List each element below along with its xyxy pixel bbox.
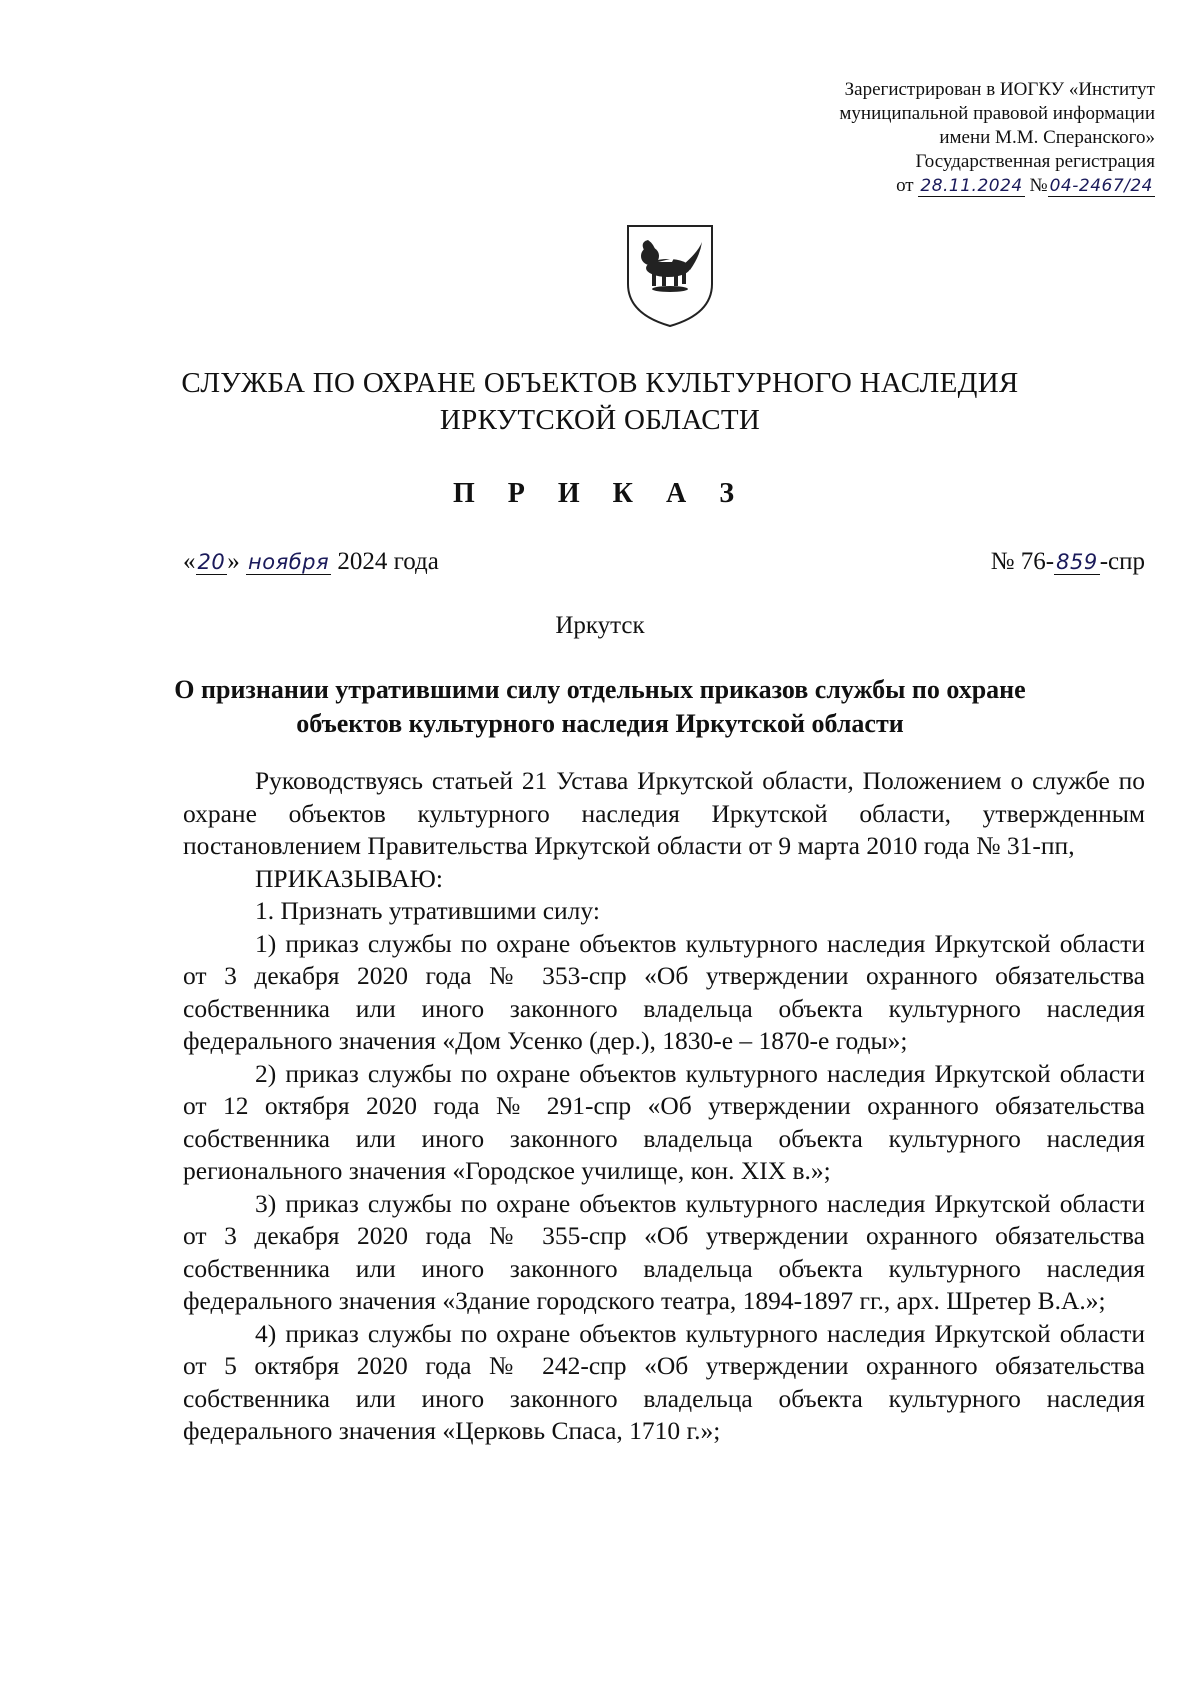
- order-word: ПРИКАЗЫВАЮ:: [255, 863, 443, 893]
- title-line-2: объектов культурного наследия Иркутской области: [296, 709, 904, 738]
- item-1-heading: 1. Признать утратившими силу:: [255, 896, 600, 925]
- registration-number-line: [635, 174, 1155, 198]
- date-day: 20: [197, 550, 226, 574]
- agency-name-line-1: СЛУЖБА ПО ОХРАНЕ ОБЪЕКТОВ КУЛЬТУРНОГО НАСЛЕДИЯ: [181, 367, 1019, 399]
- registration-number-label: №: [1029, 175, 1048, 196]
- date-number-row: [183, 548, 1145, 582]
- registration-line-2: муниципальной правовой информации: [839, 103, 1155, 124]
- order-number-handwritten: 859: [1056, 550, 1098, 574]
- registration-line-3: имени М.М. Сперанского»: [939, 127, 1155, 148]
- registration-line-4: Государственная регистрация: [915, 151, 1155, 172]
- order-number-suffix: -спр: [1099, 548, 1145, 575]
- irkutsk-coat-of-arms-icon: [624, 222, 716, 328]
- document-body: [183, 765, 1145, 1448]
- registration-date: 28.11.2024: [920, 176, 1023, 196]
- registration-line-1: Зарегистрирован в ИОГКУ «Институт: [844, 79, 1155, 100]
- order-number-prefix: № 76-: [990, 548, 1055, 575]
- preamble-paragraph: Руководствуясь статьей 21 Устава Иркутской области, Положением о службе по охране объектов культурного наследия Иркутской области, утвержденным постановлением Правительства Иркутской области от 9 марта 2010 года № 31-пп,: [183, 766, 1145, 860]
- registration-from-label: от: [896, 175, 914, 196]
- order-number: [991, 548, 1145, 576]
- subitem-paragraph: 3) приказ службы по охране объектов культурного наследия Иркутской области от 3 декабря 2020 года № 355-спр «Об утверждении охранного обязательства собственника или иного законного владельца объекта культурного наследия федерального значения «Здание городского театра, 1894-1897 гг., арх. Шретер В.А.»;: [183, 1188, 1145, 1315]
- subitem-paragraph: 2) приказ службы по охране объектов культурного наследия Иркутской области от 12 октября 2020 года № 291-спр «Об утверждении охранного обязательства собственника или иного законного владельца объекта культурного наследия регионального значения «Городское училище, кон. XIX в.»;: [183, 1058, 1145, 1185]
- subitem-paragraph: 4) приказ службы по охране объектов культурного наследия Иркутской области от 5 октября 2020 года № 242-спр «Об утверждении охранного обязательства собственника или иного законного владельца объекта культурного наследия федерального значения «Церковь Спаса, 1710 г.»;: [183, 1318, 1145, 1445]
- subitem-paragraph: 1) приказ службы по охране объектов культурного наследия Иркутской области от 3 декабря 2020 года № 353-спр «Об утверждении охранного обязательства собственника или иного законного владельца объекта культурного наследия федерального значения «Дом Усенко (дер.), 1830-е – 1870-е годы»;: [183, 928, 1145, 1055]
- date-month: ноября: [247, 550, 330, 574]
- date-close-quote: »: [227, 548, 240, 575]
- city: Иркутск: [555, 612, 645, 639]
- order-date: [183, 548, 439, 576]
- document-type: П Р И К А З: [453, 478, 747, 509]
- agency-name-line-2: ИРКУТСКОЙ ОБЛАСТИ: [439, 404, 761, 436]
- date-open-quote: «: [183, 548, 196, 575]
- agency-name: [0, 365, 1200, 439]
- registration-stamp: [635, 78, 1155, 198]
- registration-number: 04-2467/24: [1049, 176, 1153, 196]
- date-year: 2024 года: [337, 548, 439, 575]
- document-title: [150, 673, 1050, 741]
- title-line-1: О признании утратившими силу отдельных приказов службы по охране: [174, 675, 1026, 704]
